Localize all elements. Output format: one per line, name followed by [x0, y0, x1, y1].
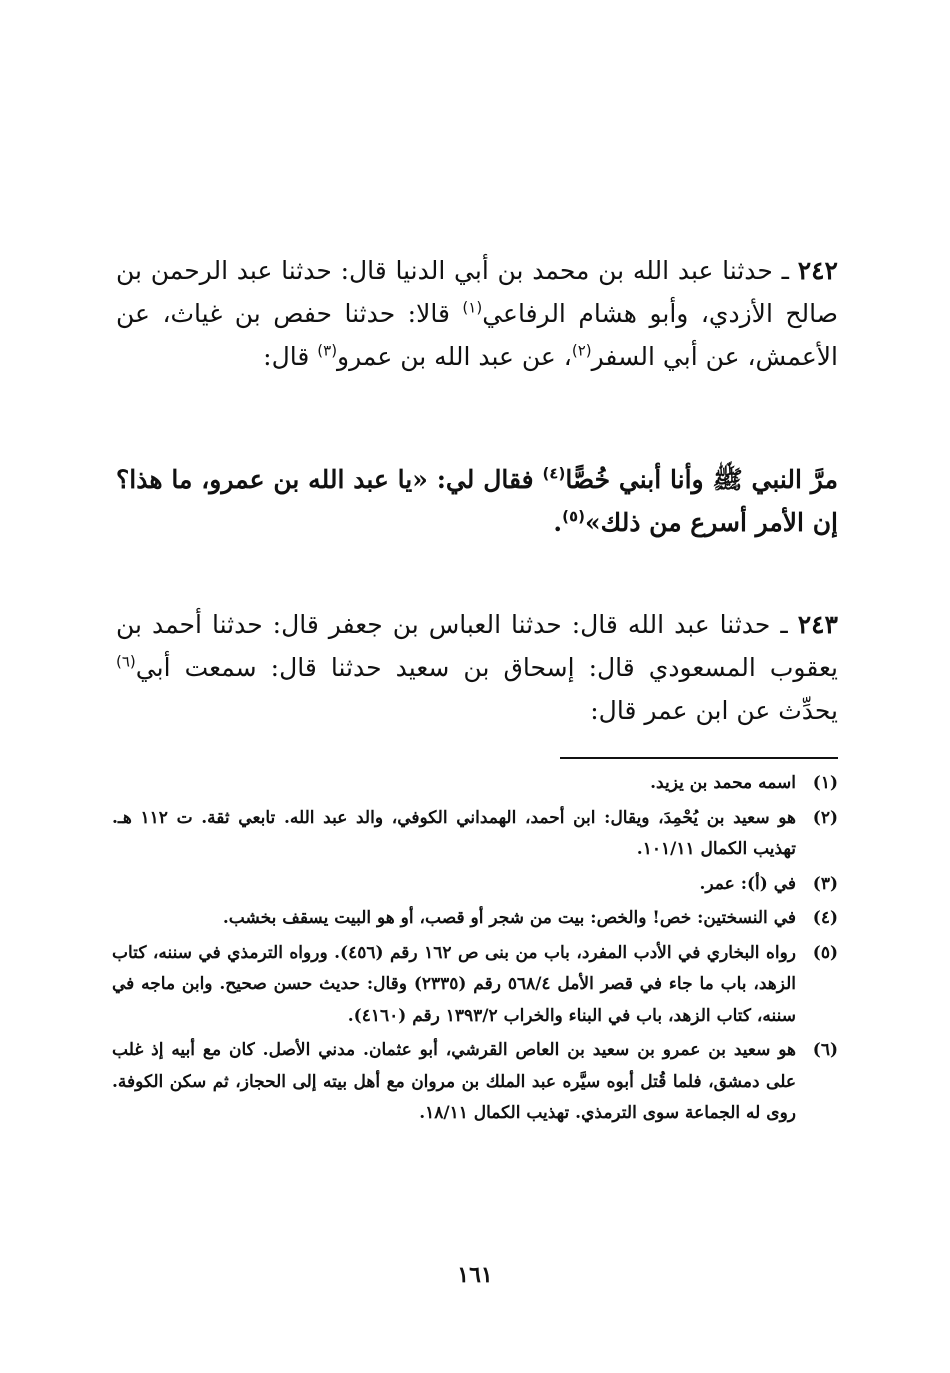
footnote-number: (٥) — [812, 942, 838, 963]
hadith-text: ـ حدثنا عبد الله بن محمد بن أبي الدنيا قال: حدثنا عبد الرحمن بن صالح الأزدي، وأبو هشام الرفاعي — [116, 256, 838, 328]
hadith-242-text — [116, 458, 838, 544]
footnote-ref: (٣) — [317, 341, 338, 360]
footnote-ref: (٢) — [571, 341, 592, 360]
footnote-text: في النسختين: خص! والخص: بيت من شجر أو قصب، أو هو البيت يسقف بخشب. — [222, 908, 796, 928]
hadith-matn: مرَّ النبي ﷺ وأنا أبني خُصًّا — [565, 465, 838, 494]
footnote-item — [112, 903, 838, 935]
hadith-text: قالا: حدثنا حفص بن غياث، عن الأعمش، عن أبي السفر — [116, 299, 838, 371]
footnote-ref: (٦) — [116, 652, 136, 671]
hadith-text: قال: — [263, 342, 318, 371]
footnote-text: في (أ): عمر. — [699, 873, 796, 894]
page-number: ١٦١ — [457, 1262, 493, 1288]
hadith-matn: فقال لي: «يا عبد الله بن عمرو، ما هذا؟ إن الأمر أسرع من ذلك» — [116, 465, 838, 537]
hadith-text: ـ حدثنا عبد الله قال: حدثنا العباس بن جعفر قال: حدثنا أحمد بن يعقوب المسعودي قال: إسحاق بن سعيد حدثنا قال: سمعت أبي — [116, 610, 838, 682]
hadith-text: ، عن عبد الله بن عمرو — [337, 342, 572, 371]
footnote-ref: (١) — [462, 298, 483, 317]
hadith-matn: . — [553, 508, 563, 537]
footnote-text: رواه البخاري في الأدب المفرد، باب من بنى ص ١٦٢ رقم (٤٥٦). ورواه الترمذي في سننه، كتاب الزهد، باب ما جاء في قصر الأمل ٥٦٨/٤ رقم (٢٣٣٥) وقال: حديث حسن صحيح. وابن ماجه في سننه، كتاب الزهد، باب في البناء والخراب ١٣٩٣/٢ رقم (٤١٦٠). — [112, 942, 797, 1026]
hadith-243-chain — [116, 603, 838, 732]
footnote-item — [112, 938, 838, 1033]
footnote-text: هو سعيد بن يُحْمِدَ، ويقال: ابن أحمد، الهمداني الكوفي، والد عبد الله. تابعي ثقة. ت ١١٢ هـ. تهذيب الكمال ١٠١/١١. — [112, 807, 796, 859]
footnote-number: (١) — [812, 773, 838, 793]
footnote-item — [112, 803, 838, 866]
footnote-item — [112, 869, 838, 901]
footnote-number: (٣) — [812, 873, 838, 894]
footnote-item — [112, 1035, 838, 1130]
footnote-ref: (٤) — [542, 464, 566, 483]
footnote-text: هو سعيد بن عمرو بن سعيد بن العاص القرشي، أبو عثمان. مدني الأصل. كان مع أبيه إذ غلب على دمشق، فلما قُتل أبوه سيَّره عبد الملك بن مروان مع أهل بيته إلى الحجاز، ثم سكن الكوفة. روى له الجماعة سوى الترمذي. تهذيب الكمال ١٨/١١. — [112, 1040, 796, 1123]
footnote-text: اسمه محمد بن يزيد. — [650, 773, 796, 793]
hadith-number: ٢٤٢ — [797, 256, 838, 285]
footnote-number: (٤) — [812, 908, 838, 928]
footnote-ref: (٥) — [562, 507, 586, 526]
footnotes — [112, 768, 838, 1133]
footnote-number: (٦) — [812, 1040, 838, 1060]
hadith-number: ٢٤٣ — [797, 610, 838, 639]
footnote-number: (٢) — [812, 807, 838, 828]
hadith-text: يحدِّث عن ابن عمر قال: — [590, 696, 838, 725]
footnote-separator — [560, 757, 838, 759]
hadith-242-chain — [116, 249, 838, 378]
footnote-item — [112, 768, 838, 800]
